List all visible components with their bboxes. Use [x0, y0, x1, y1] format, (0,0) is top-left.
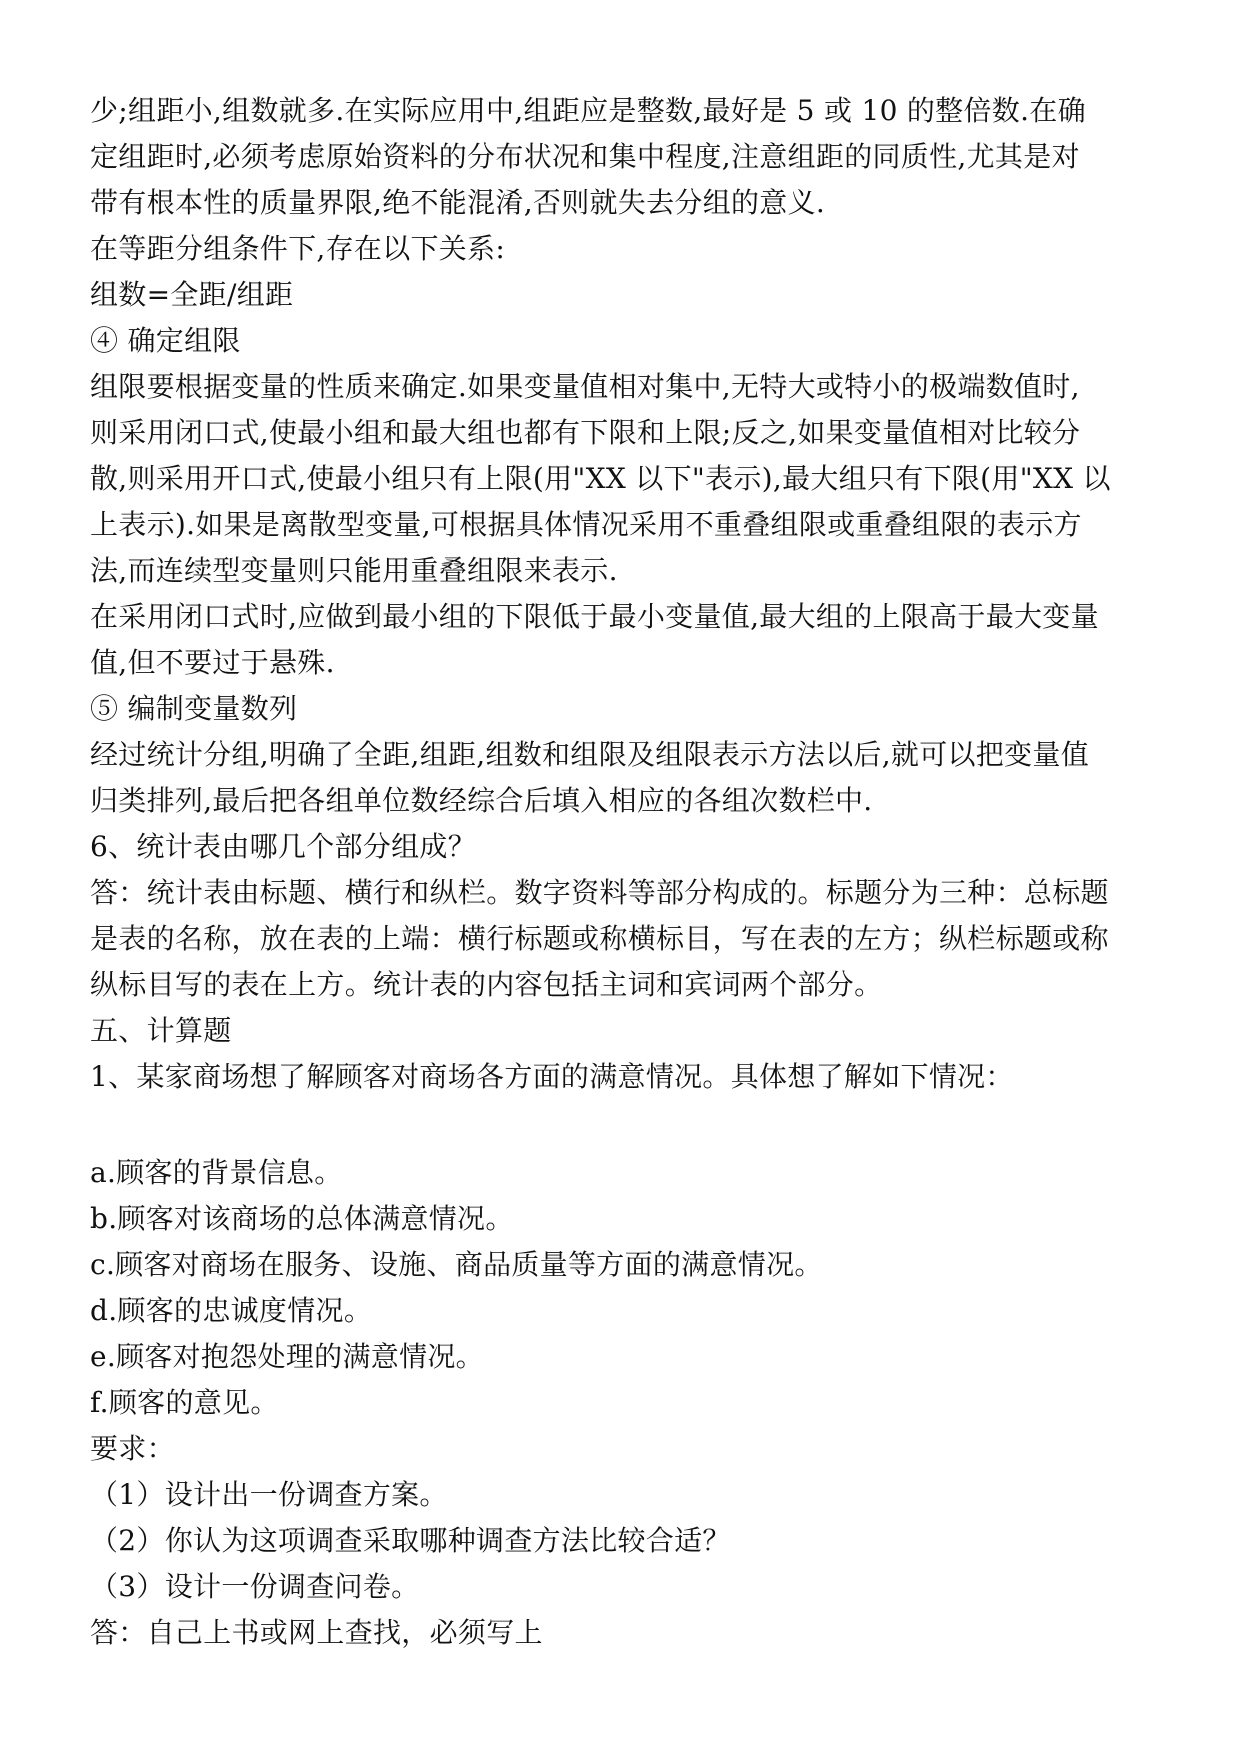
section-heading: ④ 确定组限: [90, 324, 241, 357]
text-line: 归类排列,最后把各组单位数经综合后填入相应的各组次数栏中.: [90, 784, 873, 817]
blank-gap: [90, 1100, 1160, 1150]
answer-line: 答：自己上书或网上查找，必须写上: [90, 1616, 543, 1649]
text-line: 在采用闭口式时,应做到最小组的下限低于最小变量值,最大组的上限高于最大变量: [90, 600, 1099, 633]
text-line: 在等距分组条件下,存在以下关系:: [90, 232, 506, 265]
text-line: 少;组距小,组数就多.在实际应用中,组距应是整数,最好是 5 或 10 的整倍数.在确: [90, 94, 1086, 127]
answer-line: 是表的名称，放在表的上端：横行标题或称横标目，写在表的左方；纵栏标题或称: [90, 922, 1109, 955]
list-item: c.顾客对商场在服务、设施、商品质量等方面的满意情况。: [90, 1248, 823, 1281]
requirement-item: （1）设计出一份调查方案。: [90, 1478, 448, 1511]
text-line: 组数=全距/组距: [90, 278, 294, 311]
text-line: 组限要根据变量的性质来确定.如果变量值相对集中,无特大或特小的极端数值时,: [90, 370, 1080, 403]
text-line: 值,但不要过于悬殊.: [90, 646, 335, 679]
text-line: 定组距时,必须考虑原始资料的分布状况和集中程度,注意组距的同质性,尤其是对: [90, 140, 1080, 173]
text-line: 则采用闭口式,使最小组和最大组也都有下限和上限;反之,如果变量值相对比较分: [90, 416, 1081, 449]
list-item: f.顾客的意见。: [90, 1386, 279, 1419]
text-line: 上表示).如果是离散型变量,可根据具体情况采用不重叠组限或重叠组限的表示方: [90, 508, 1082, 541]
text-line: 经过统计分组,明确了全距,组距,组数和组限及组限表示方法以后,就可以把变量值: [90, 738, 1090, 771]
list-item: b.顾客对该商场的总体满意情况。: [90, 1202, 514, 1235]
text-block-top: [90, 88, 1160, 1100]
section-heading: 五、计算题: [90, 1014, 232, 1047]
text-block-bottom: [90, 1150, 1160, 1656]
question-line: 1、某家商场想了解顾客对商场各方面的满意情况。具体想了解如下情况：: [90, 1060, 1014, 1093]
text-line: 带有根本性的质量界限,绝不能混淆,否则就失去分组的意义.: [90, 186, 826, 219]
answer-line: 答：统计表由标题、横行和纵栏。数字资料等部分构成的。标题分为三种：总标题: [90, 876, 1109, 909]
requirements-heading: 要求：: [90, 1432, 175, 1465]
list-item: a.顾客的背景信息。: [90, 1156, 343, 1189]
text-line: 散,则采用开口式,使最小组只有上限(用"XX 以下"表示),最大组只有下限(用"XX 以: [90, 462, 1111, 495]
list-item: d.顾客的忠诚度情况。: [90, 1294, 373, 1327]
question-line: 6、统计表由哪几个部分组成？: [90, 830, 477, 863]
section-heading: ⑤ 编制变量数列: [90, 692, 298, 725]
requirement-item: （3）设计一份调查问卷。: [90, 1570, 420, 1603]
text-line: 法,而连续型变量则只能用重叠组限来表示.: [90, 554, 618, 587]
answer-line: 纵标目写的表在上方。统计表的内容包括主词和宾词两个部分。: [90, 968, 883, 1001]
list-item: e.顾客对抱怨处理的满意情况。: [90, 1340, 484, 1373]
requirement-item: （2）你认为这项调查采取哪种调查方法比较合适？: [90, 1524, 731, 1557]
document-page: [90, 88, 1160, 1656]
